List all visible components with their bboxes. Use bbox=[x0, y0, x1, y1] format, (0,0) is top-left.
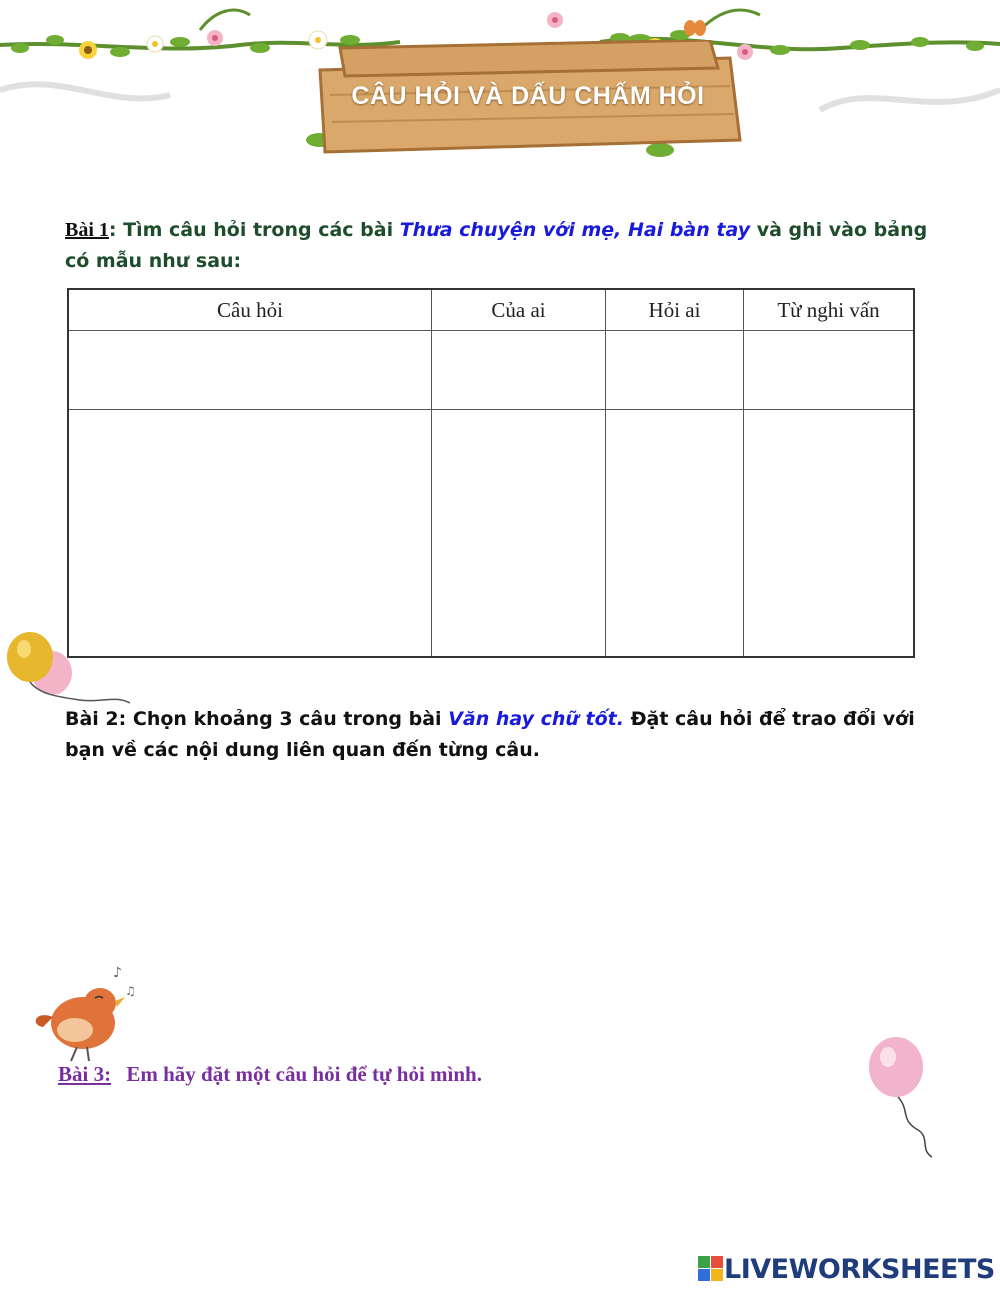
table-row bbox=[68, 410, 914, 658]
exercise-2-story-title: Văn hay chữ tốt. bbox=[448, 708, 624, 730]
column-header-question: Câu hỏi bbox=[68, 289, 432, 331]
answer-cell[interactable] bbox=[68, 410, 432, 658]
exercise-2-colon: : bbox=[118, 708, 133, 730]
pink-balloon-decoration bbox=[860, 1035, 950, 1165]
answer-cell[interactable] bbox=[432, 410, 606, 658]
exercise-2-label: Bài 2 bbox=[65, 708, 119, 730]
exercise-1-colon: : bbox=[108, 219, 124, 241]
exercise-2-text-after: Đặt câu hỏi để trao đổi với bạn về các nội dung liên quan đến từng câu. bbox=[65, 708, 915, 761]
bird-illustration bbox=[25, 965, 145, 1065]
liveworksheets-logo bbox=[698, 1252, 995, 1286]
svg-text:♪: ♪ bbox=[113, 965, 122, 981]
answer-cell[interactable] bbox=[432, 331, 606, 410]
exercise-1-text-before: Tìm câu hỏi trong các bài bbox=[123, 219, 400, 241]
exercise-1-label: Bài 1 bbox=[65, 219, 109, 241]
balloons-decoration bbox=[0, 625, 140, 715]
exercise-3-label: Bài 3: bbox=[58, 1062, 112, 1086]
logo-badge-icon bbox=[698, 1256, 724, 1282]
column-header-whose: Của ai bbox=[432, 289, 606, 331]
page-title: CÂU HỎI VÀ DẤU CHẤM HỎI bbox=[351, 82, 705, 110]
answer-cell[interactable] bbox=[606, 331, 744, 410]
answer-cell[interactable] bbox=[744, 331, 915, 410]
column-header-asked-whom: Hỏi ai bbox=[606, 289, 744, 331]
exercise-3-text: Em hãy đặt một câu hỏi để tự hỏi mình. bbox=[126, 1062, 482, 1086]
answer-cell[interactable] bbox=[68, 331, 432, 410]
table-header-row bbox=[68, 289, 914, 331]
table-row bbox=[68, 331, 914, 410]
exercise-2-text-before: Chọn khoảng 3 câu trong bài bbox=[132, 708, 449, 730]
exercise-1-instructions bbox=[65, 215, 945, 277]
exercise-1-text-after: và ghi vào bảng có mẫu như sau: bbox=[65, 219, 928, 272]
exercise-3-instructions bbox=[58, 1062, 482, 1087]
exercise-1-story-titles: Thưa chuyện với mẹ, Hai bàn tay bbox=[399, 219, 751, 241]
answer-table bbox=[67, 288, 915, 658]
column-header-question-word: Từ nghi vấn bbox=[744, 289, 915, 331]
exercise-2-instructions bbox=[65, 704, 945, 766]
logo-text: LIVEWORKSHEETS bbox=[724, 1253, 995, 1285]
answer-cell[interactable] bbox=[606, 410, 744, 658]
answer-cell[interactable] bbox=[744, 410, 915, 658]
svg-text:♫: ♫ bbox=[125, 984, 136, 998]
